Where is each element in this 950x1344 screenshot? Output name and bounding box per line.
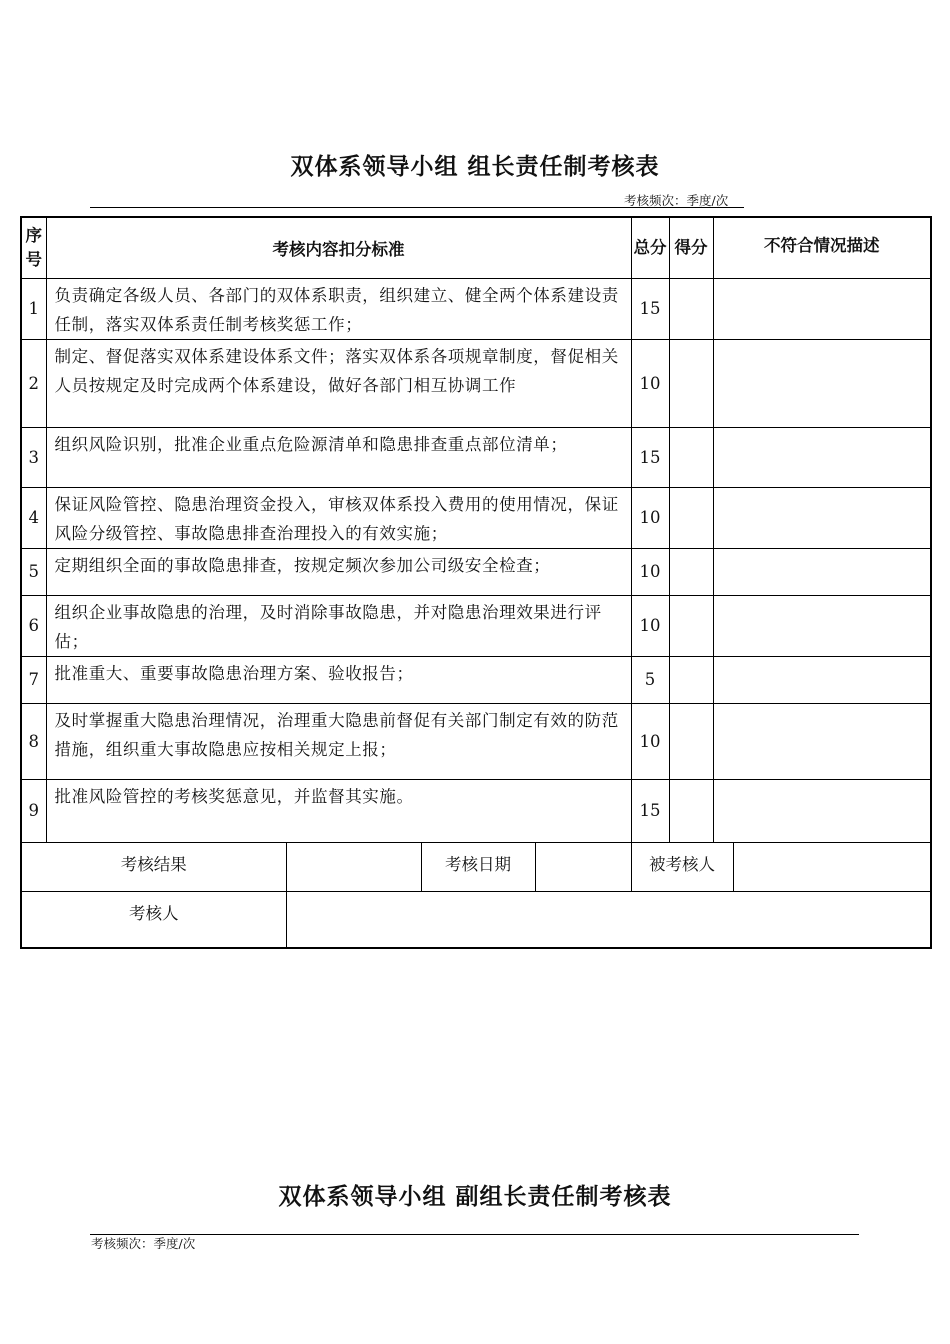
form2-frequency: 考核频次：季度/次 bbox=[91, 1236, 196, 1251]
result-value bbox=[286, 842, 421, 891]
header-description: 不符合情况描述 bbox=[713, 217, 931, 278]
row-total: 10 bbox=[631, 487, 669, 548]
row-description-cell bbox=[713, 278, 931, 339]
date-label: 考核日期 bbox=[421, 842, 535, 891]
form1-frequency: 考核频次：季度/次 bbox=[624, 193, 729, 208]
row-content: 组织风险识别，批准企业重点危险源清单和隐患排查重点部位清单； bbox=[46, 427, 631, 487]
table-row bbox=[21, 487, 931, 548]
assessee-label: 被考核人 bbox=[631, 842, 733, 891]
row-description-cell bbox=[713, 703, 931, 779]
row-score-cell bbox=[669, 595, 713, 656]
row-score-cell bbox=[669, 548, 713, 595]
row-description-cell bbox=[713, 595, 931, 656]
row-description-cell bbox=[713, 487, 931, 548]
row-score-cell bbox=[669, 278, 713, 339]
row-seq: 7 bbox=[21, 656, 46, 703]
row-content: 制定、督促落实双体系建设体系文件；落实双体系各项规章制度，督促相关人员按规定及时完成两个体系建设，做好各部门相互协调工作 bbox=[46, 339, 631, 427]
row-content: 定期组织全面的事故隐患排查，按规定频次参加公司级安全检查； bbox=[46, 548, 631, 595]
row-score-cell bbox=[669, 656, 713, 703]
row-seq: 9 bbox=[21, 779, 46, 842]
header-seq: 序号 bbox=[21, 217, 46, 278]
row-content: 及时掌握重大隐患治理情况，治理重大隐患前督促有关部门制定有效的防范措施，组织重大事故隐患应按相关规定上报； bbox=[46, 703, 631, 779]
row-total: 5 bbox=[631, 656, 669, 703]
assessor-value bbox=[286, 891, 931, 948]
row-description-cell bbox=[713, 656, 931, 703]
row-description-cell bbox=[713, 779, 931, 842]
table-row bbox=[21, 278, 931, 339]
row-description-cell bbox=[713, 339, 931, 427]
row-score-cell bbox=[669, 703, 713, 779]
row-total: 10 bbox=[631, 595, 669, 656]
header-row bbox=[21, 217, 931, 278]
table-row bbox=[21, 703, 931, 779]
date-value bbox=[535, 842, 631, 891]
header-score: 得分 bbox=[669, 217, 713, 278]
assessor-label: 考核人 bbox=[21, 891, 286, 948]
row-score-cell bbox=[669, 487, 713, 548]
header-content: 考核内容扣分标准 bbox=[46, 217, 631, 278]
form1-rule bbox=[90, 207, 744, 208]
row-content: 批准风险管控的考核奖惩意见，并监督其实施。 bbox=[46, 779, 631, 842]
row-seq: 5 bbox=[21, 548, 46, 595]
row-description-cell bbox=[713, 427, 931, 487]
row-total: 15 bbox=[631, 427, 669, 487]
table-row bbox=[21, 339, 931, 427]
table-row bbox=[21, 548, 931, 595]
table-row bbox=[21, 656, 931, 703]
form2-title: 双体系领导小组 副组长责任制考核表 bbox=[278, 1184, 672, 1210]
row-content: 批准重大、重要事故隐患治理方案、验收报告； bbox=[46, 656, 631, 703]
row-seq: 6 bbox=[21, 595, 46, 656]
row-total: 10 bbox=[631, 548, 669, 595]
form1-title: 双体系领导小组 组长责任制考核表 bbox=[290, 154, 660, 180]
row-seq: 2 bbox=[21, 339, 46, 427]
row-total: 10 bbox=[631, 703, 669, 779]
row-total: 15 bbox=[631, 278, 669, 339]
row-seq: 4 bbox=[21, 487, 46, 548]
row-content: 组织企业事故隐患的治理，及时消除事故隐患，并对隐患治理效果进行评估； bbox=[46, 595, 631, 656]
form2-rule bbox=[90, 1234, 859, 1235]
table-row bbox=[21, 779, 931, 842]
row-description-cell bbox=[713, 548, 931, 595]
header-total: 总分 bbox=[631, 217, 669, 278]
row-score-cell bbox=[669, 427, 713, 487]
assessee-value bbox=[733, 842, 931, 891]
assessment-table bbox=[20, 216, 932, 949]
footer-row-1 bbox=[21, 842, 931, 891]
result-label: 考核结果 bbox=[21, 842, 286, 891]
footer-row-2 bbox=[21, 891, 931, 948]
row-total: 10 bbox=[631, 339, 669, 427]
table-row bbox=[21, 427, 931, 487]
row-content: 保证风险管控、隐患治理资金投入，审核双体系投入费用的使用情况，保证风险分级管控、事故隐患排查治理投入的有效实施； bbox=[46, 487, 631, 548]
row-seq: 3 bbox=[21, 427, 46, 487]
row-score-cell bbox=[669, 779, 713, 842]
row-content: 负责确定各级人员、各部门的双体系职责，组织建立、健全两个体系建设责任制，落实双体系责任制考核奖惩工作； bbox=[46, 278, 631, 339]
row-total: 15 bbox=[631, 779, 669, 842]
row-seq: 8 bbox=[21, 703, 46, 779]
table-row bbox=[21, 595, 931, 656]
row-seq: 1 bbox=[21, 278, 46, 339]
row-score-cell bbox=[669, 339, 713, 427]
